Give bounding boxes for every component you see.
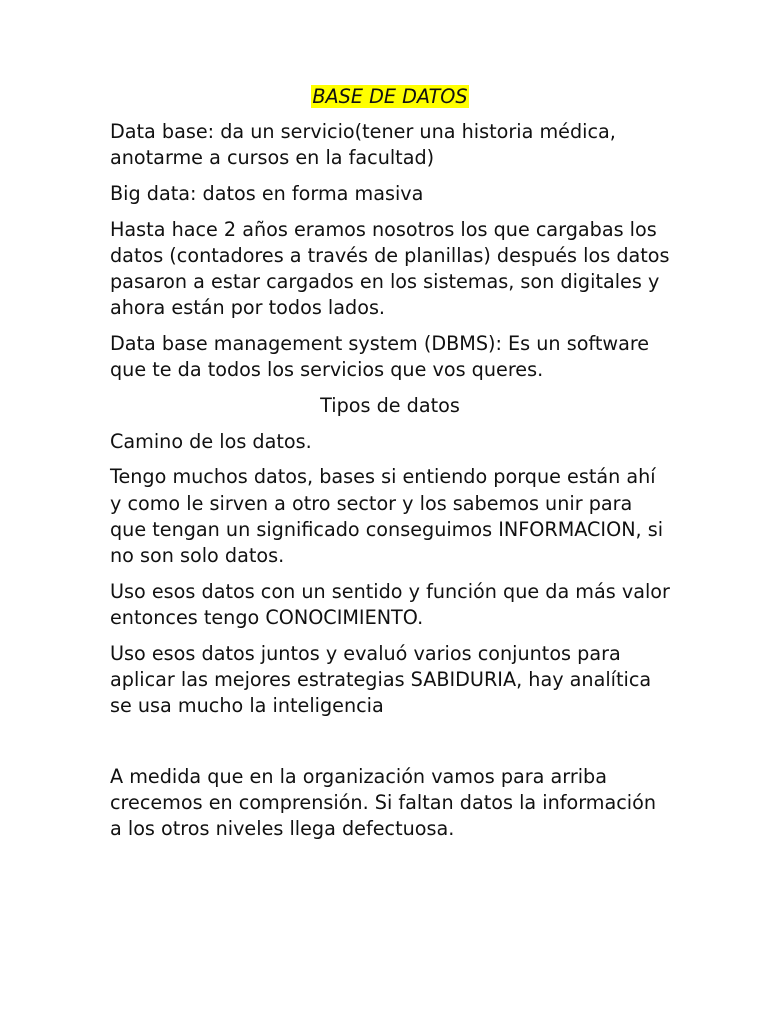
document-page bbox=[110, 84, 670, 852]
document-title: BASE DE DATOS bbox=[312, 85, 468, 108]
paragraph-history: Hasta hace 2 años eramos nosotros los que cargabas los datos (contadores a través de planillas) después los datos pasaron a estar cargados en los sistemas, son digitales y ahora están por todos lados. bbox=[110, 217, 670, 320]
title-line bbox=[110, 84, 670, 110]
paragraph-sabiduria: Uso esos datos juntos y evaluó varios conjuntos para aplicar las mejores estrategias SABIDURIA, hay analítica se usa mucho la inteligencia bbox=[110, 641, 652, 718]
paragraph-dbms: Data base management system (DBMS): Es un software que te da todos los servicios que vos queres. bbox=[110, 332, 650, 382]
section-heading-tipos-de-datos: Tipos de datos bbox=[320, 394, 460, 418]
paragraph-organizacion: A medida que en la organización vamos para arriba crecemos en comprensión. Si faltan datos la información a los otros niveles llega defectuosa. bbox=[110, 764, 657, 841]
paragraph-data-base: Data base: da un servicio(tener una historia médica, anotarme a cursos en la facultad) bbox=[110, 120, 616, 170]
paragraph-conocimiento: Uso esos datos con un sentido y función que da más valor entonces tengo CONOCIMIENTO. bbox=[110, 579, 670, 629]
paragraph-camino: Camino de los datos. bbox=[110, 429, 312, 453]
blank-line bbox=[110, 729, 670, 764]
paragraph-big-data: Big data: datos en forma masiva bbox=[110, 182, 424, 206]
paragraph-informacion: Tengo muchos datos, bases si entiendo porque están ahí y como le sirven a otro sector y los sabemos unir para que tengan un significado conseguimos INFORMACION, si no son solo datos. bbox=[110, 465, 664, 568]
